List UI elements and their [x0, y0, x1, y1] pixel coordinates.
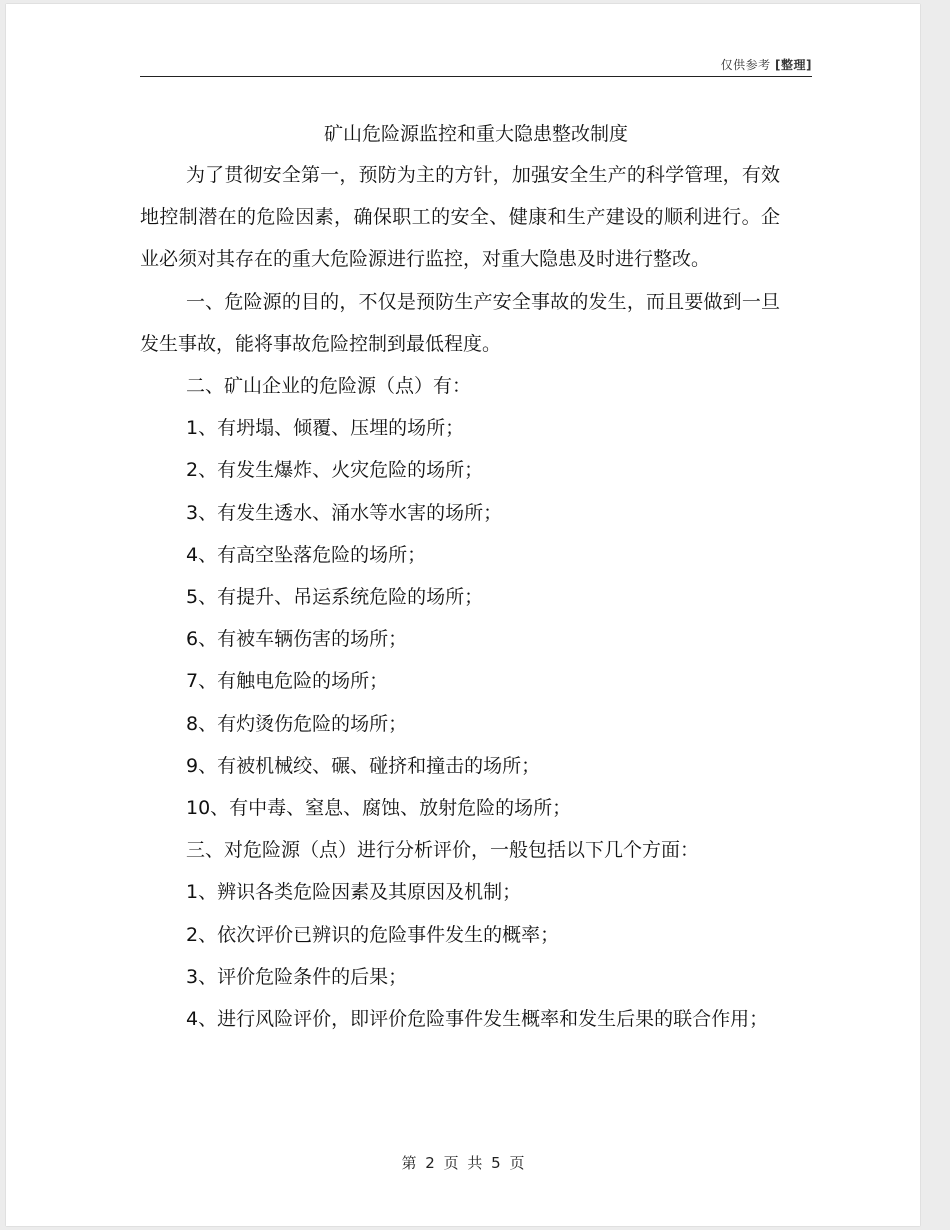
header-rule [140, 76, 812, 77]
paragraph-section-2: 二、矿山企业的危险源（点）有： [186, 375, 472, 398]
page-footer: 第 2 页 共 5 页 [401, 1154, 525, 1172]
list-item: 4、有高空坠落危险的场所； [186, 543, 427, 566]
list-item: 1、辨识各类危险因素及其原因及机制； [186, 881, 522, 904]
list-item: 3、有发生透水、涌水等水害的场所； [186, 501, 503, 524]
list-item: 1、有坍塌、倾覆、压埋的场所； [186, 417, 465, 440]
list-item: 6、有被车辆伤害的场所； [186, 628, 408, 651]
list-item: 2、有发生爆炸、火灾危险的场所； [186, 459, 484, 482]
list-item: 8、有灼烫伤危险的场所； [186, 712, 408, 735]
paragraph-intro: 为了贯彻安全第一，预防为主的方针，加强安全生产的科学管理，有效地控制潜在的危险因素，确保职工的安全、健康和生产建设的顺利进行。企业必须对其存在的重大危险源进行监控，对重大隐患及时进行整改。 [140, 164, 780, 271]
list-item: 10、有中毒、窒息、腐蚀、放射危险的场所； [186, 797, 572, 820]
list-item: 7、有触电危险的场所； [186, 670, 389, 693]
document-page [6, 4, 920, 1226]
header-tag: [整理] [775, 58, 812, 72]
list-item: 9、有被机械绞、碾、碰挤和撞击的场所； [186, 754, 541, 777]
paragraph-section-1: 一、危险源的目的，不仅是预防生产安全事故的发生，而且要做到一旦发生事故，能将事故危险控制到最低程度。 [140, 290, 780, 355]
document-body [140, 154, 780, 1040]
header-note [721, 56, 812, 73]
list-item: 4、进行风险评价，即评价危险事件发生概率和发生后果的联合作用； [186, 1008, 769, 1031]
document-title: 矿山危险源监控和重大隐患整改制度 [323, 123, 628, 145]
header-note-text: 仅供参考 [720, 58, 771, 72]
list-item: 3、评价危险条件的后果； [186, 965, 408, 988]
list-item: 5、有提升、吊运系统危险的场所； [186, 586, 484, 609]
list-item: 2、依次评价已辨识的危险事件发生的概率； [186, 923, 560, 946]
paragraph-section-3: 三、对危险源（点）进行分析评价，一般包括以下几个方面： [186, 839, 700, 862]
